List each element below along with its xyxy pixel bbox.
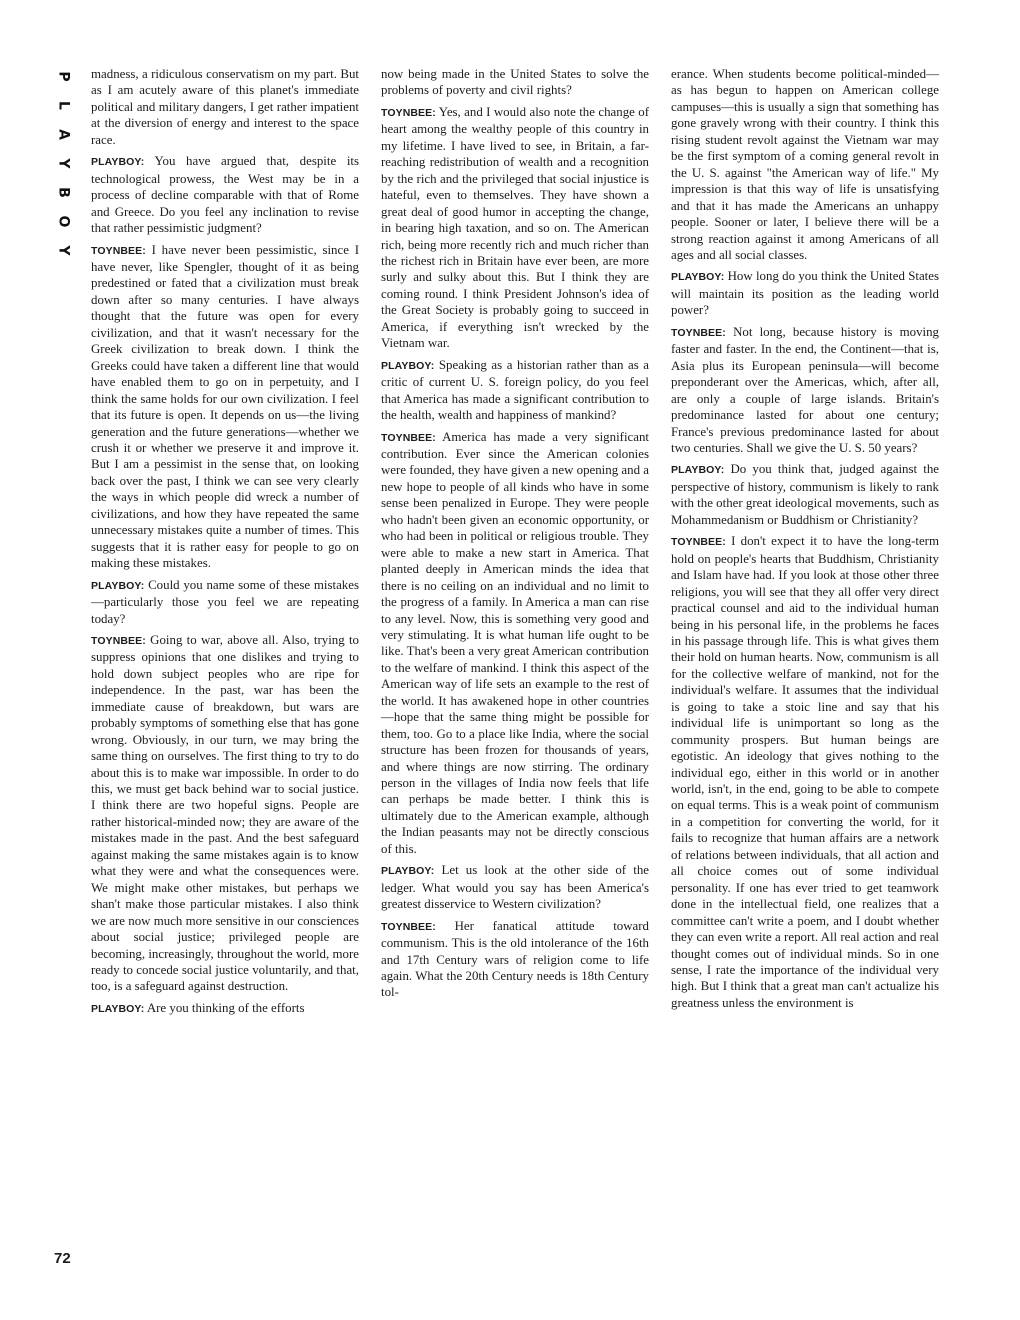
speaker-label: PLAYBOY: [91,579,145,592]
paragraph-text: Let us look at the other side of the ledger. What would you say has been America's greatest disservice to Western civilization? [381,863,649,912]
interview-paragraph [91,66,359,148]
paragraph-text: Not long, because history is moving faster and faster. In the end, the Continent—that is, Asia plus its European peninsula—will become preponderant over the Americas, which, after all, are only a couple of large islands. Britain's predominance lasted for about one century; France's previous predominance lasted for about two centuries. Shall we give the U. S. 50 years? [671,324,939,455]
paragraph-text: Speaking as a historian rather than as a critic of current U. S. foreign policy, do you feel that America has made a significant contribution to the health, wealth and happiness of mankind? [381,357,649,423]
paragraph-text: How long do you think the United States will maintain its position as the leading world power? [671,269,939,318]
interview-paragraph [671,461,939,528]
paragraph-text: madness, a ridiculous conservatism on my part. But as I am acutely aware of this planet's immediate political and military dangers, I get rather impatient at the diversion of energy and interest to the space race. [91,67,359,147]
speaker-label: TOYNBEE: [91,634,146,647]
interview-paragraph [671,268,939,318]
speaker-label: TOYNBEE: [381,106,436,119]
logo-letter: Y [55,245,72,256]
logo-letter: A [55,129,72,140]
paragraph-text: Yes, and I would also note the change of heart among the wealthy people of this country in my lifetime. I have lived to see, in Britain, a far-reaching redistribution of wealth and a recognition by the rich and the privileged that social injustice is hateful, even to themselves. They have shown a great deal of good humor in accepting the change, in bearing high taxation, and so on. The American rich, being more recently rich and much richer than the richest rich in Britain have ever been, are more surly and sulky about this. But I think they are coming round. I think President Johnson's idea of the Great Society is probably going to succeed in America, if everything isn't wrecked by the Vietnam war. [381,104,649,351]
paragraph-text: Are you thinking of the efforts [146,1000,305,1015]
magazine-logo-vertical [52,62,74,265]
paragraph-text: I don't expect it to have the long-term hold on people's hearts that Buddhism, Christianity and Islam have had. If you look at those other three religions, you will see that they all offer very direct practical counsel and aid to the individual human being in his personal life, in the problems he faces in his passage through life. This is what gives them their hold on human hearts. Now, communism is all for the collective welfare of mankind, not for the individual's welfare. It assumes that the individual is going to take a stoic line and say that his individual life is unimportant so long as the community prospers. But human beings are egotistic. An ideology that gives nothing to the individual ego, either in this world or in another world, isn't, in the end, going to be able to compete on equal terms. This is a weak point of communism in a competition for converting the world, for it fails to recognize that human affairs are a network of relations between individuals, that all action and all choice comes out of some individual personality. If one has ever tried to get teamwork done in the intellectual field, one realizes that a committee can't write a poem, and I doubt whether they can even write a report. All real action and real thought comes out of individual minds. So in one sense, I rate the importance of the individual very high. But I think that a great man can't actualize his greatness unless the environment is [671,534,939,1010]
speaker-label: PLAYBOY: [381,359,435,372]
interview-paragraph [381,918,649,1001]
interview-paragraph [91,1000,359,1017]
paragraph-text: Could you name some of these mistakes—particularly those you feel we are repeating today? [91,577,359,626]
paragraph-text: Her fanatical attitude toward communism. This is the old intolerance of the 16th and 17th Century wars of religion come to life again. What the 20th Century needs is 18th Century tol- [381,918,649,1000]
interview-paragraph [381,862,649,912]
paragraph-text: America has made a very significant contribution. Ever since the American colonies were founded, they have given a new opening and a new hope to people of all kinds who have in some sense been penalized in Europe. They were people who hadn't been given an economic opportunity, or who had been in political or religious trouble. They were able to make a new start in America. That planted deeply in American minds the idea that there is no ceiling on an individual and no limit to the progress of a family. In America a man can rise to any level. Now, this is something very good and very stimulating. It is what human life ought to be like. That's been a very great American contribution to the welfare of mankind. I think this aspect of the American way of life sets an example to the rest of the world. It has awakened hope in other countries—hope that the same thing might be possible for them, too. Go to a place like India, where the social structure has been frozen for thousands of years, and where things are now stirring. The ordinary person in the villages of India now feels that life can perhaps be made better. I think this is ultimately due to the American example, although the Indian peasants may not be directly conscious of this. [381,429,649,856]
logo-letter: O [55,215,72,228]
speaker-label: TOYNBEE: [91,244,146,257]
text-column-2 [381,66,649,1006]
text-column-3 [671,66,939,1016]
interview-paragraph [91,153,359,236]
speaker-label: TOYNBEE: [381,431,436,444]
interview-paragraph [671,66,939,263]
paragraph-text: Going to war, above all. Also, trying to suppress opinions that one dislikes and trying to hold down subject peoples who are ripe for independence. In the past, war has been the immediate cause of breakdown, but wars are probably symptoms of something else that has gone wrong. Obviously, in our turn, we may bring the same thing on ourselves. The first thing to try to do about this is to make war impossible. In order to do this, we must get back behind war to social justice. I think there are two hopeful signs. People are rather historical-minded now; they are aware of the mistakes made in the past. And the best safeguard against making the same mistakes again is to know what they were and what the consequences were. We might make other mistakes, but perhaps we shan't make those particular mistakes. I also think we are now much more sensitive in our consciences about social justice; privileged people are becoming, increasingly, throughout the world, more ready to concede social justice voluntarily, and that, too, is a safeguard against destruction. [91,632,359,994]
text-column-1 [91,66,359,1022]
speaker-label: PLAYBOY: [381,865,435,878]
paragraph-text: You have argued that, despite its technological prowess, the West may be in a process of decline comparable with that of Rome and Greece. Do you feel any inclination to revise that rather pessimistic judgment? [91,154,359,236]
interview-paragraph [671,533,939,1011]
logo-letter: L [55,101,72,110]
interview-paragraph [671,324,939,457]
speaker-label: PLAYBOY: [671,271,725,284]
interview-paragraph [91,242,359,572]
interview-paragraph [381,104,649,352]
logo-letter: Y [55,158,72,169]
interview-paragraph [381,429,649,858]
logo-letter: B [55,187,72,198]
page-number: 72 [54,1250,71,1267]
interview-paragraph [381,357,649,424]
paragraph-text: now being made in the United States to solve the problems of poverty and civil rights? [381,67,649,98]
interview-paragraph [91,577,359,627]
interview-paragraph [91,632,359,995]
paragraph-text: erance. When students become political-minded—as has begun to happen on American college campuses—this is usually a sign that something has gone gravely wrong with their country. I think this rising student revolt against the Vietnam war may be the first symptom of a coming general revolt in the U. S. against "the American way of life." My impression is that this way of life is unsatisfying and that it has made the Americans an unhappy people. Sooner or later, I believe there will be a strong reaction against it among Americans of all ages and all social classes. [671,67,939,262]
interview-paragraph [381,66,649,99]
speaker-label: PLAYBOY: [91,1002,145,1015]
speaker-label: TOYNBEE: [671,326,726,339]
logo-letter: P [55,71,72,82]
speaker-label: PLAYBOY: [91,156,145,169]
paragraph-text: I have never been pessimistic, since I have never, like Spengler, thought of it as being predestined or fated that a civilization must break down after so many centuries. I have always thought that the future was open for every civilization, and that it wasn't necessary for the Greek civilization to break down. I think the Greeks could have taken a different line that would have enabled them to go on in perpetuity, and I think the same holds for our own civilization. I feel that its future is open. It depends on us—the living generation and the future generations—whether we crush it or whether we preserve it and improve it. But I am a pessimist in the sense that, on looking back over the past, I think we can see very clearly the ways in which people did wreck a number of civilizations, and how they have repeated the same unnecessary mistakes quite a number of times. This suggests that it is rather easy for people to go on making these mistakes. [91,242,359,571]
speaker-label: TOYNBEE: [671,536,726,549]
speaker-label: PLAYBOY: [671,464,725,477]
speaker-label: TOYNBEE: [381,920,436,933]
paragraph-text: Do you think that, judged against the perspective of history, communism is likely to rank with the other great ideological movements, such as Mohammedanism or Buddhism or Christianity? [671,462,939,527]
